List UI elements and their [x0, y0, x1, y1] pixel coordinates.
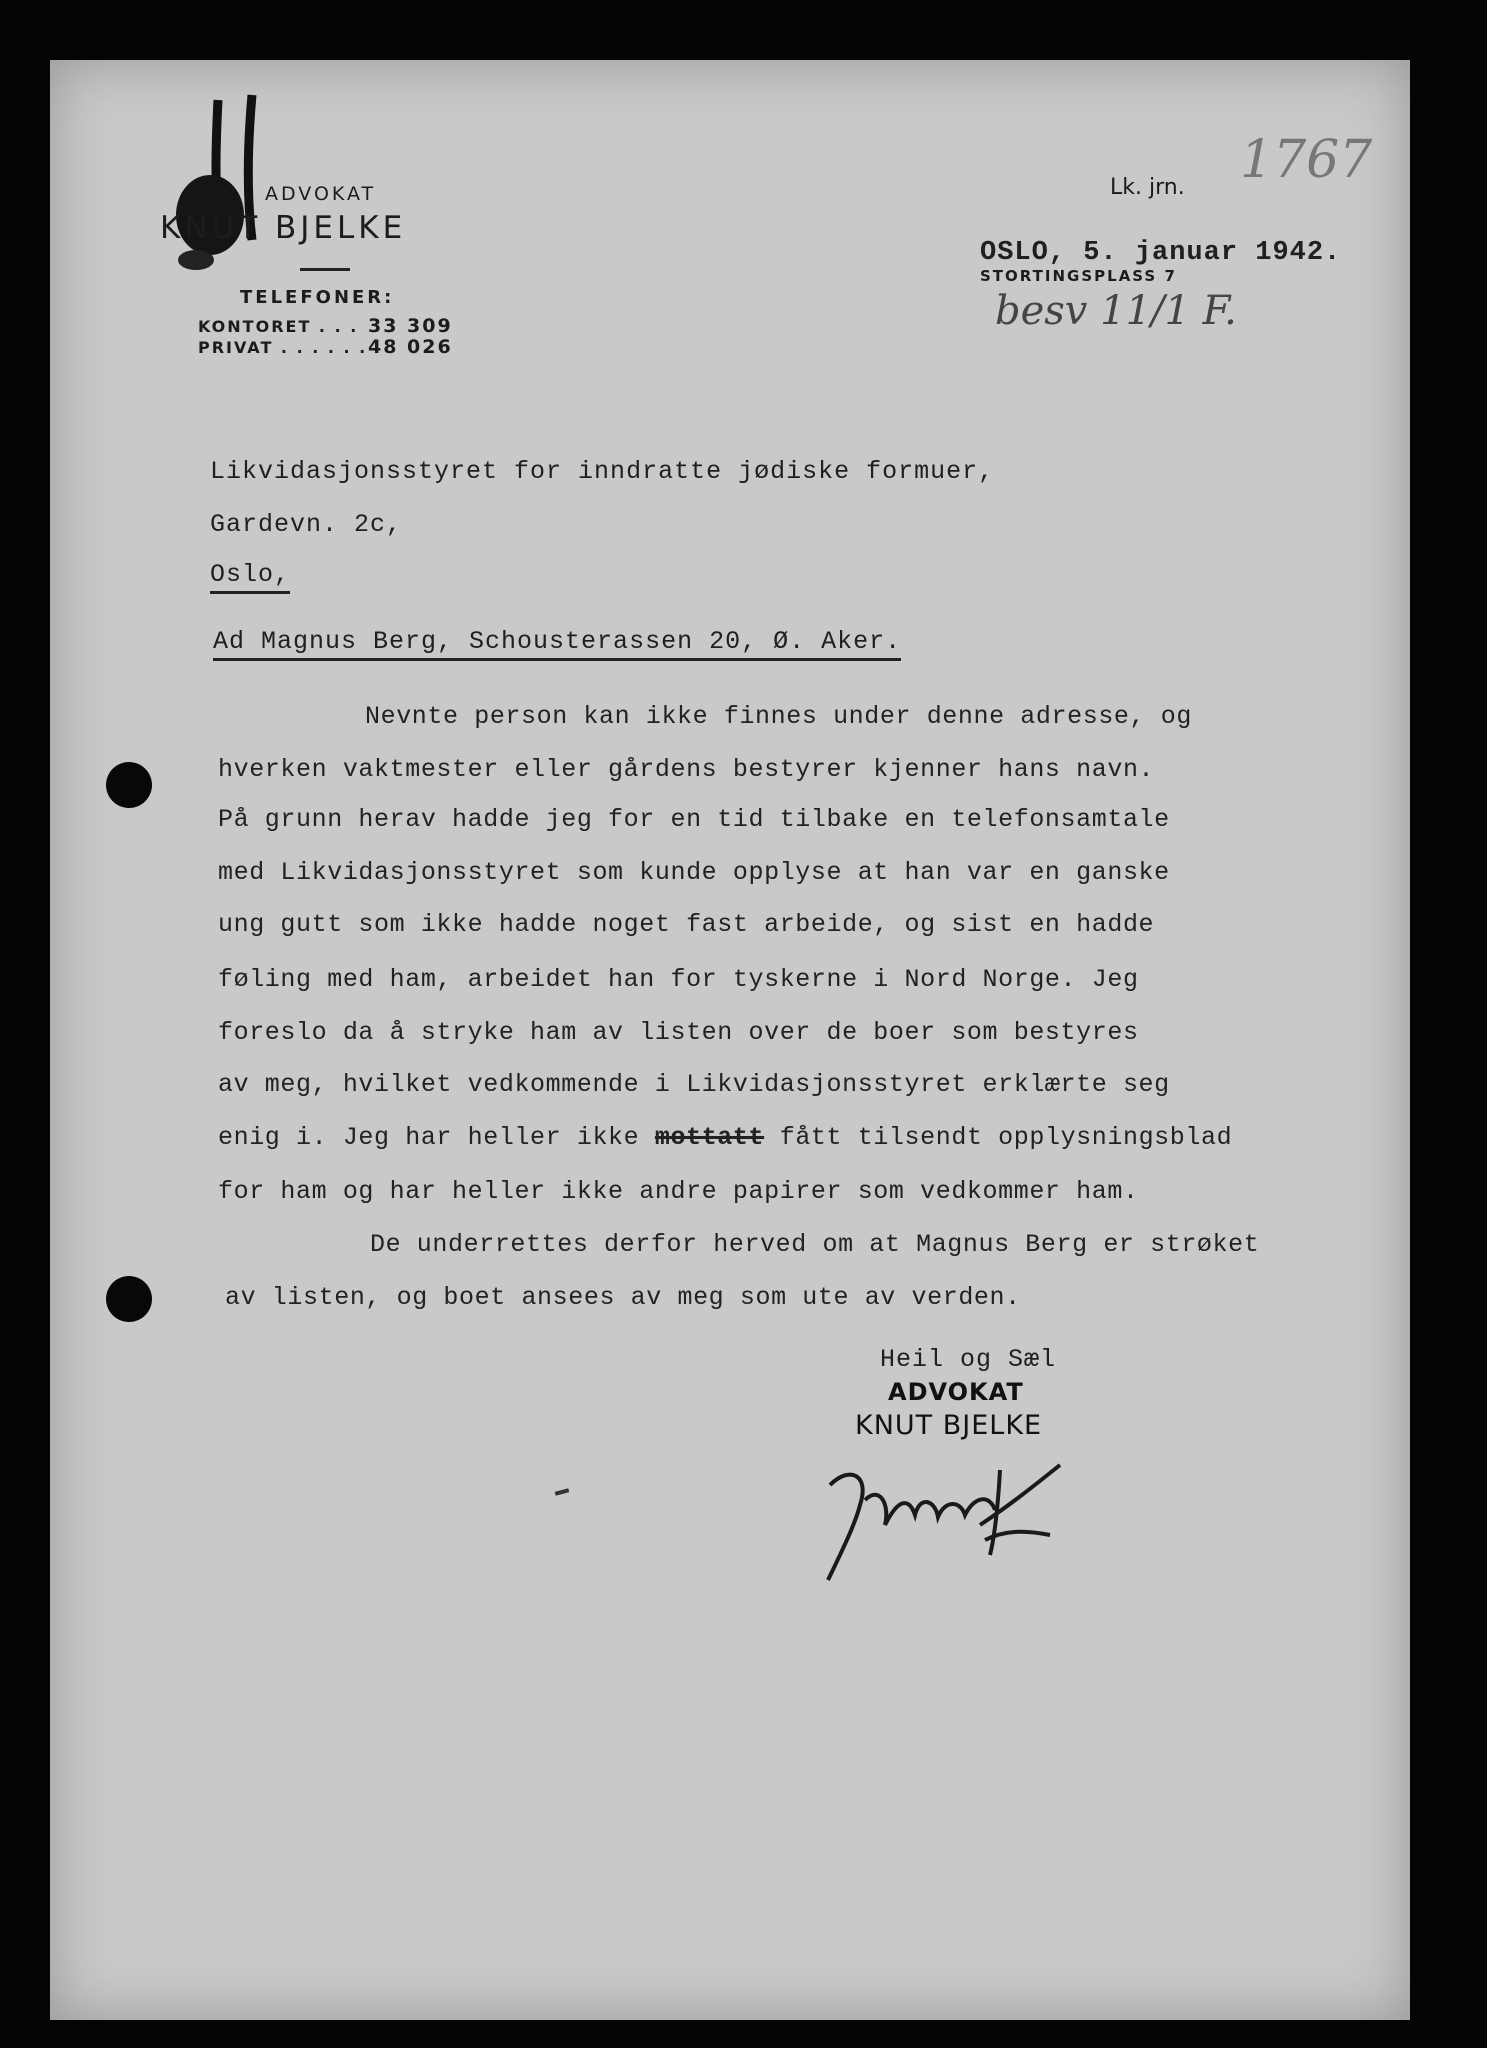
body-line-5: ung gutt som ikke hadde noget fast arbeide, og sist en hadde — [218, 910, 1155, 939]
body-line-1: Nevnte person kan ikke finnes under denne adresse, og — [365, 702, 1192, 731]
recipient-line-3: Oslo, — [210, 560, 290, 594]
closing-greeting: Heil og Sæl — [880, 1345, 1057, 1374]
place-date: OSLO, 5. januar 1942. — [980, 238, 1342, 268]
telefoner-label: TELEFONER: — [240, 287, 395, 308]
journal-label: Lk. jrn. — [1110, 175, 1185, 200]
letterhead-name: KNUT BJELKE — [160, 210, 407, 246]
kontoret-number: 33 309 — [368, 315, 453, 337]
closing-stamp-title: ADVOKAT — [888, 1378, 1024, 1406]
recipient-line-1: Likvidasjonsstyret for inndratte jødiske formuer, — [210, 457, 995, 486]
body-line-6: føling med ham, arbeidet han for tyskerne i Nord Norge. Jeg — [218, 965, 1139, 994]
body-line-9-after: fått tilsendt opplysningsblad — [779, 1123, 1233, 1152]
body-line-9-before: enig i. Jeg har heller ikke — [218, 1123, 640, 1152]
body-line-9 — [218, 1123, 1232, 1152]
subject-line: Ad Magnus Berg, Schousterassen 20, Ø. Aker. — [213, 627, 901, 661]
letter-page — [50, 60, 1410, 2020]
struck-word: mottatt — [654, 1123, 765, 1152]
punch-hole-top — [106, 762, 152, 808]
privat-label: PRIVAT . . . . . . — [198, 338, 368, 357]
signature-icon — [810, 1445, 1070, 1585]
privat-number: 48 026 — [368, 336, 453, 358]
body-line-2: hverken vaktmester eller gårdens bestyrer kjenner hans navn. — [218, 755, 1155, 784]
ink-mark-icon — [130, 80, 280, 290]
office-address: STORTINGSPLASS 7 — [980, 267, 1177, 285]
journal-number: 1767 — [1240, 130, 1373, 190]
punch-hole-bottom — [106, 1276, 152, 1322]
body-line-4: med Likvidasjonsstyret som kunde opplyse at han var en ganske — [218, 858, 1170, 887]
stray-mark — [555, 1488, 570, 1495]
body-line-3: På grunn herav hadde jeg for en tid tilbake en telefonsamtale — [218, 805, 1170, 834]
body-line-10: for ham og har heller ikke andre papirer som vedkommer ham. — [218, 1177, 1139, 1206]
body-line-7: foreslo da å stryke ham av listen over de boer som bestyres — [218, 1018, 1139, 1047]
letterhead-divider — [300, 268, 350, 271]
body-line-12: av listen, og boet ansees av meg som ute av verden. — [225, 1283, 1021, 1312]
kontoret-label: KONTORET . . . — [198, 317, 359, 336]
closing-stamp-name: KNUT BJELKE — [855, 1410, 1043, 1441]
body-line-11: De underrettes derfor herved om at Magnus Berg er strøket — [370, 1230, 1260, 1259]
body-line-8: av meg, hvilket vedkommende i Likvidasjonsstyret erklærte seg — [218, 1070, 1170, 1099]
recipient-line-2: Gardevn. 2c, — [210, 510, 403, 539]
letterhead-title: ADVOKAT — [265, 183, 377, 205]
handwritten-note: besv 11/1 F. — [995, 288, 1237, 334]
